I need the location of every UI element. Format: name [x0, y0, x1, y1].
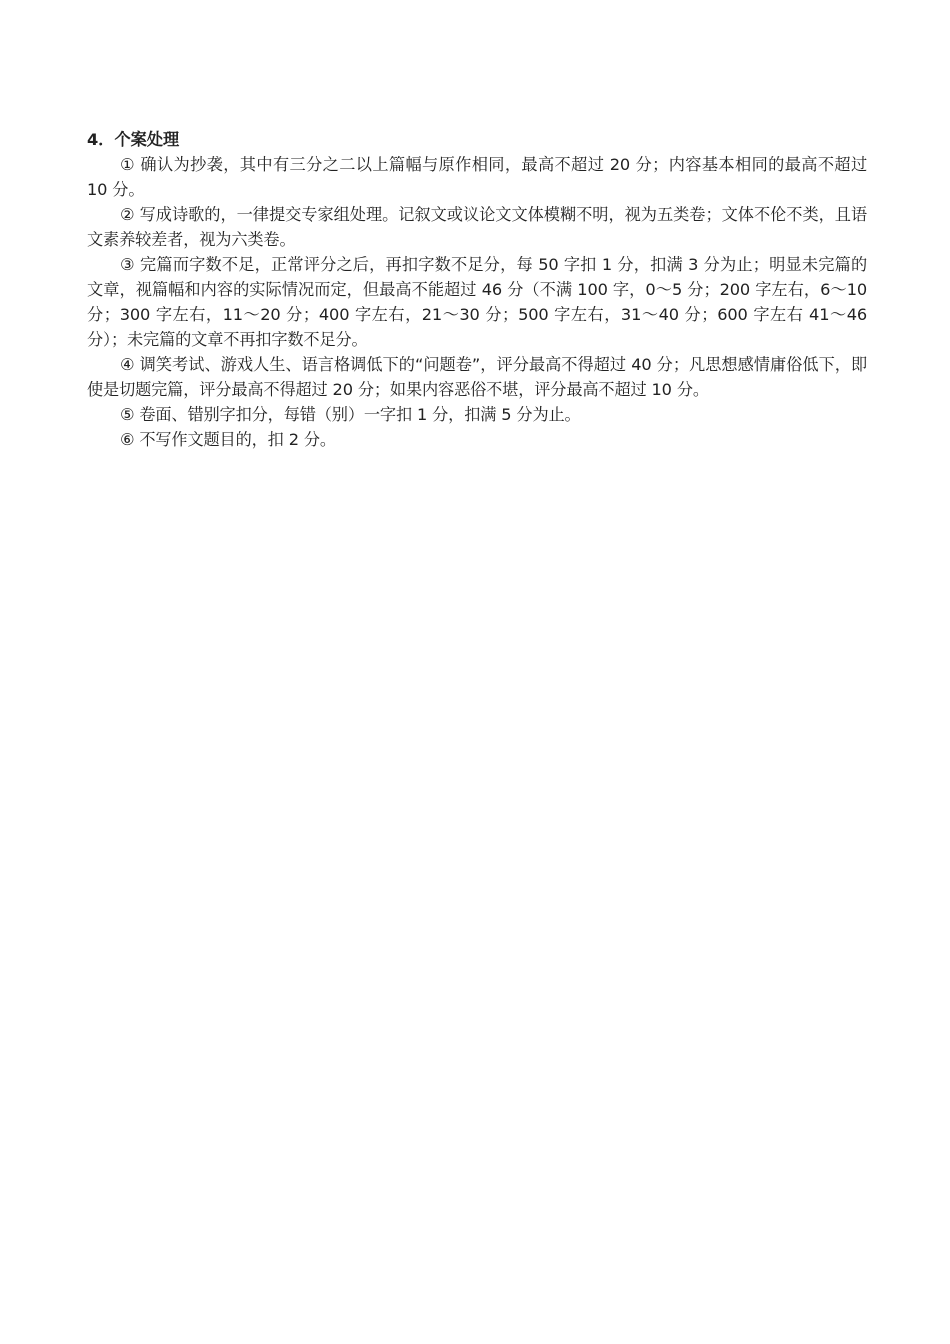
section-heading: 4．个案处理 — [87, 130, 180, 149]
document-page — [87, 127, 867, 452]
rule-item-3: ③ 完篇而字数不足，正常评分之后，再扣字数不足分，每 50 字扣 1 分，扣满 3 分为止；明显未完篇的文章，视篇幅和内容的实际情况而定，但最高不能超过 46 分（不满 100 字，0～5 分；200 字左右，6～10 分；300 字左右，11～20 分；400 字左右，21～30 分；500 字左右，31～40 分；600 字左右 41～46 分）；未完篇的文章不再扣字数不足分。 — [87, 255, 867, 349]
rule-item-2: ② 写成诗歌的，一律提交专家组处理。记叙文或议论文文体模糊不明，视为五类卷；文体不伦不类，且语文素养较差者，视为六类卷。 — [87, 205, 867, 249]
rule-item-1: ① 确认为抄袭，其中有三分之二以上篇幅与原作相同，最高不超过 20 分；内容基本相同的最高不超过 10 分。 — [87, 155, 867, 199]
rule-item-4: ④ 调笑考试、游戏人生、语言格调低下的“问题卷”，评分最高不得超过 40 分；凡思想感情庸俗低下，即使是切题完篇，评分最高不得超过 20 分；如果内容恶俗不堪，评分最高不超过 10 分。 — [87, 355, 867, 399]
rule-item-5: ⑤ 卷面、错别字扣分，每错（别）一字扣 1 分，扣满 5 分为止。 — [120, 405, 581, 424]
rule-item-6: ⑥ 不写作文题目的，扣 2 分。 — [120, 430, 336, 449]
